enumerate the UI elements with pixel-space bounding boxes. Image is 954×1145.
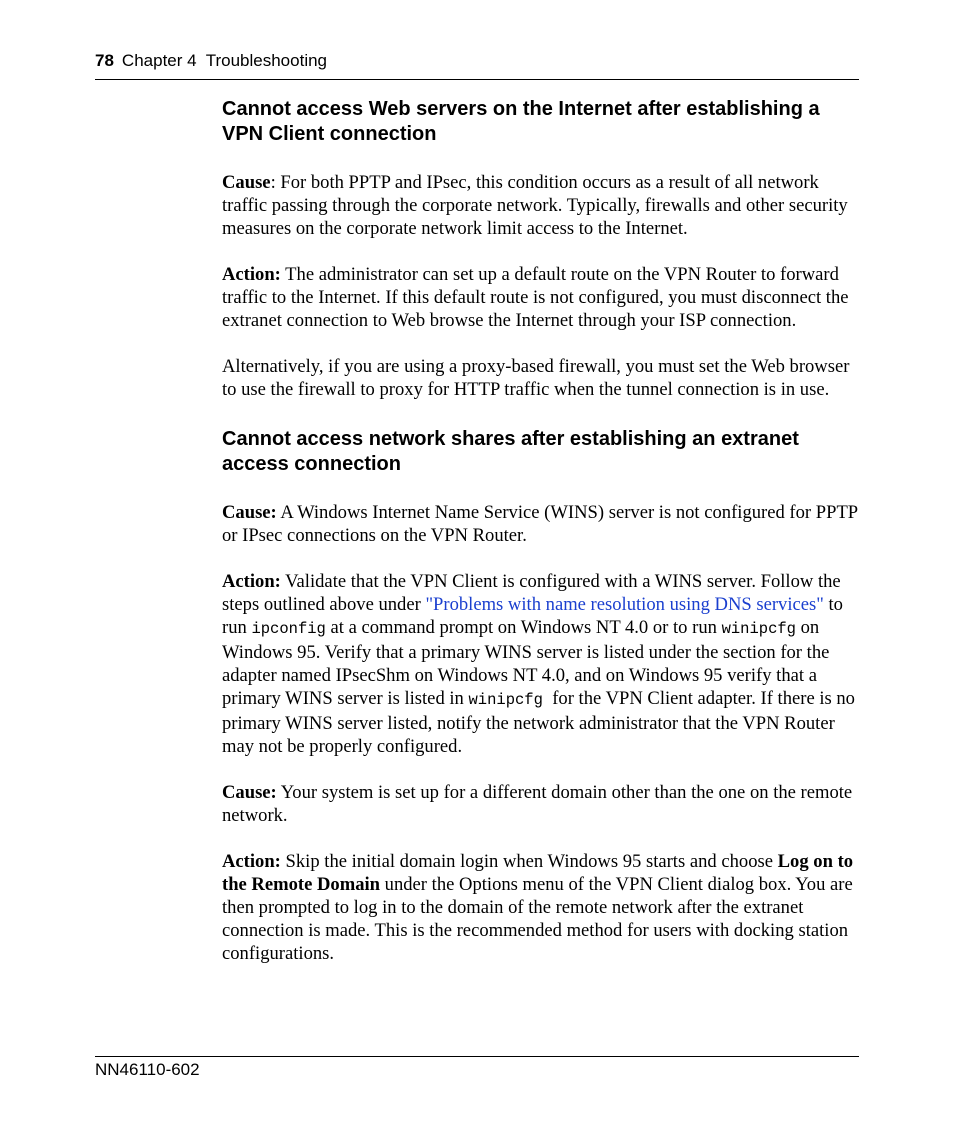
menu-option-name: Log on to the Remote Domain [222, 851, 854, 895]
cause-paragraph [222, 781, 862, 827]
page-number: 78 [95, 51, 114, 70]
action-text: Validate that the VPN Client is configured with a WINS server. Follow the steps outlined above under [222, 571, 841, 615]
alternative-paragraph: Alternatively, if you are using a proxy-based firewall, you must set the Web browser to use the firewall to proxy for HTTP traffic when the tunnel connection is in use. [222, 356, 850, 400]
action-label: Action: [222, 851, 281, 872]
action-text: on Windows 95. Verify that a primary WINS server is listed under the section for the adapter named IPsecShm on Windows NT 4.0, and on Windows 95 verify that a primary WINS server is listed in [222, 617, 830, 709]
cause-label: Cause: [222, 782, 277, 803]
action-paragraph [222, 570, 862, 758]
header-rule [95, 79, 859, 80]
cause-label: Cause [222, 172, 271, 193]
action-paragraph [222, 263, 862, 332]
document-id: NN46110-602 [95, 1060, 200, 1079]
running-header [95, 51, 327, 71]
page-body [222, 97, 862, 965]
cause-text: : For both PPTP and IPsec, this condition occurs as a result of all network traffic passing through the corporate network. Typically, firewalls and other security measures on the corporate network limit access to the Internet. [222, 172, 848, 239]
command-ipconfig: ipconfig [251, 620, 326, 638]
action-text: at a command prompt on Windows NT 4.0 or to run [325, 617, 722, 638]
section-heading-network-shares: Cannot access network shares after establishing an extranet access connection [222, 428, 799, 475]
cause-text: Your system is set up for a different domain other than the one on the remote network. [222, 782, 853, 826]
cause-label: Cause: [222, 502, 277, 523]
command-winipcfg: winipcfg [721, 620, 796, 638]
action-text: to run [222, 594, 843, 638]
cause-text: A Windows Internet Name Service (WINS) server is not configured for PPTP or IPsec connections on the VPN Router. [222, 502, 858, 546]
command-winipcfg: winipcfg [468, 691, 543, 709]
action-text: for the VPN Client adapter. If there is no primary WINS server listed, notify the network administrator that the VPN Router may not be properly configured. [222, 688, 860, 757]
action-label: Action: [222, 571, 281, 592]
footer-rule [95, 1056, 859, 1057]
cause-paragraph [222, 501, 862, 547]
action-text: under the Options menu of the VPN Client dialog box. You are then prompted to log in to the domain of the remote network after the extranet connection is made. This is the recommended method for users with docking station configurations. [222, 874, 853, 964]
action-text: Skip the initial domain login when Windows 95 starts and choose [280, 851, 778, 872]
chapter-title: Chapter 4 Troubleshooting [121, 51, 328, 70]
cross-reference-link[interactable]: "Problems with name resolution using DNS services" [425, 594, 824, 615]
action-label: Action: [222, 264, 281, 285]
section-heading-web-servers: Cannot access Web servers on the Internet after establishing a VPN Client connection [222, 98, 820, 145]
action-paragraph [222, 850, 862, 965]
action-text: The administrator can set up a default route on the VPN Router to forward traffic to the Internet. If this default route is not configured, you must disconnect the extranet connection to Web browse the Internet through your ISP connection. [222, 264, 849, 331]
cause-paragraph [222, 171, 862, 240]
